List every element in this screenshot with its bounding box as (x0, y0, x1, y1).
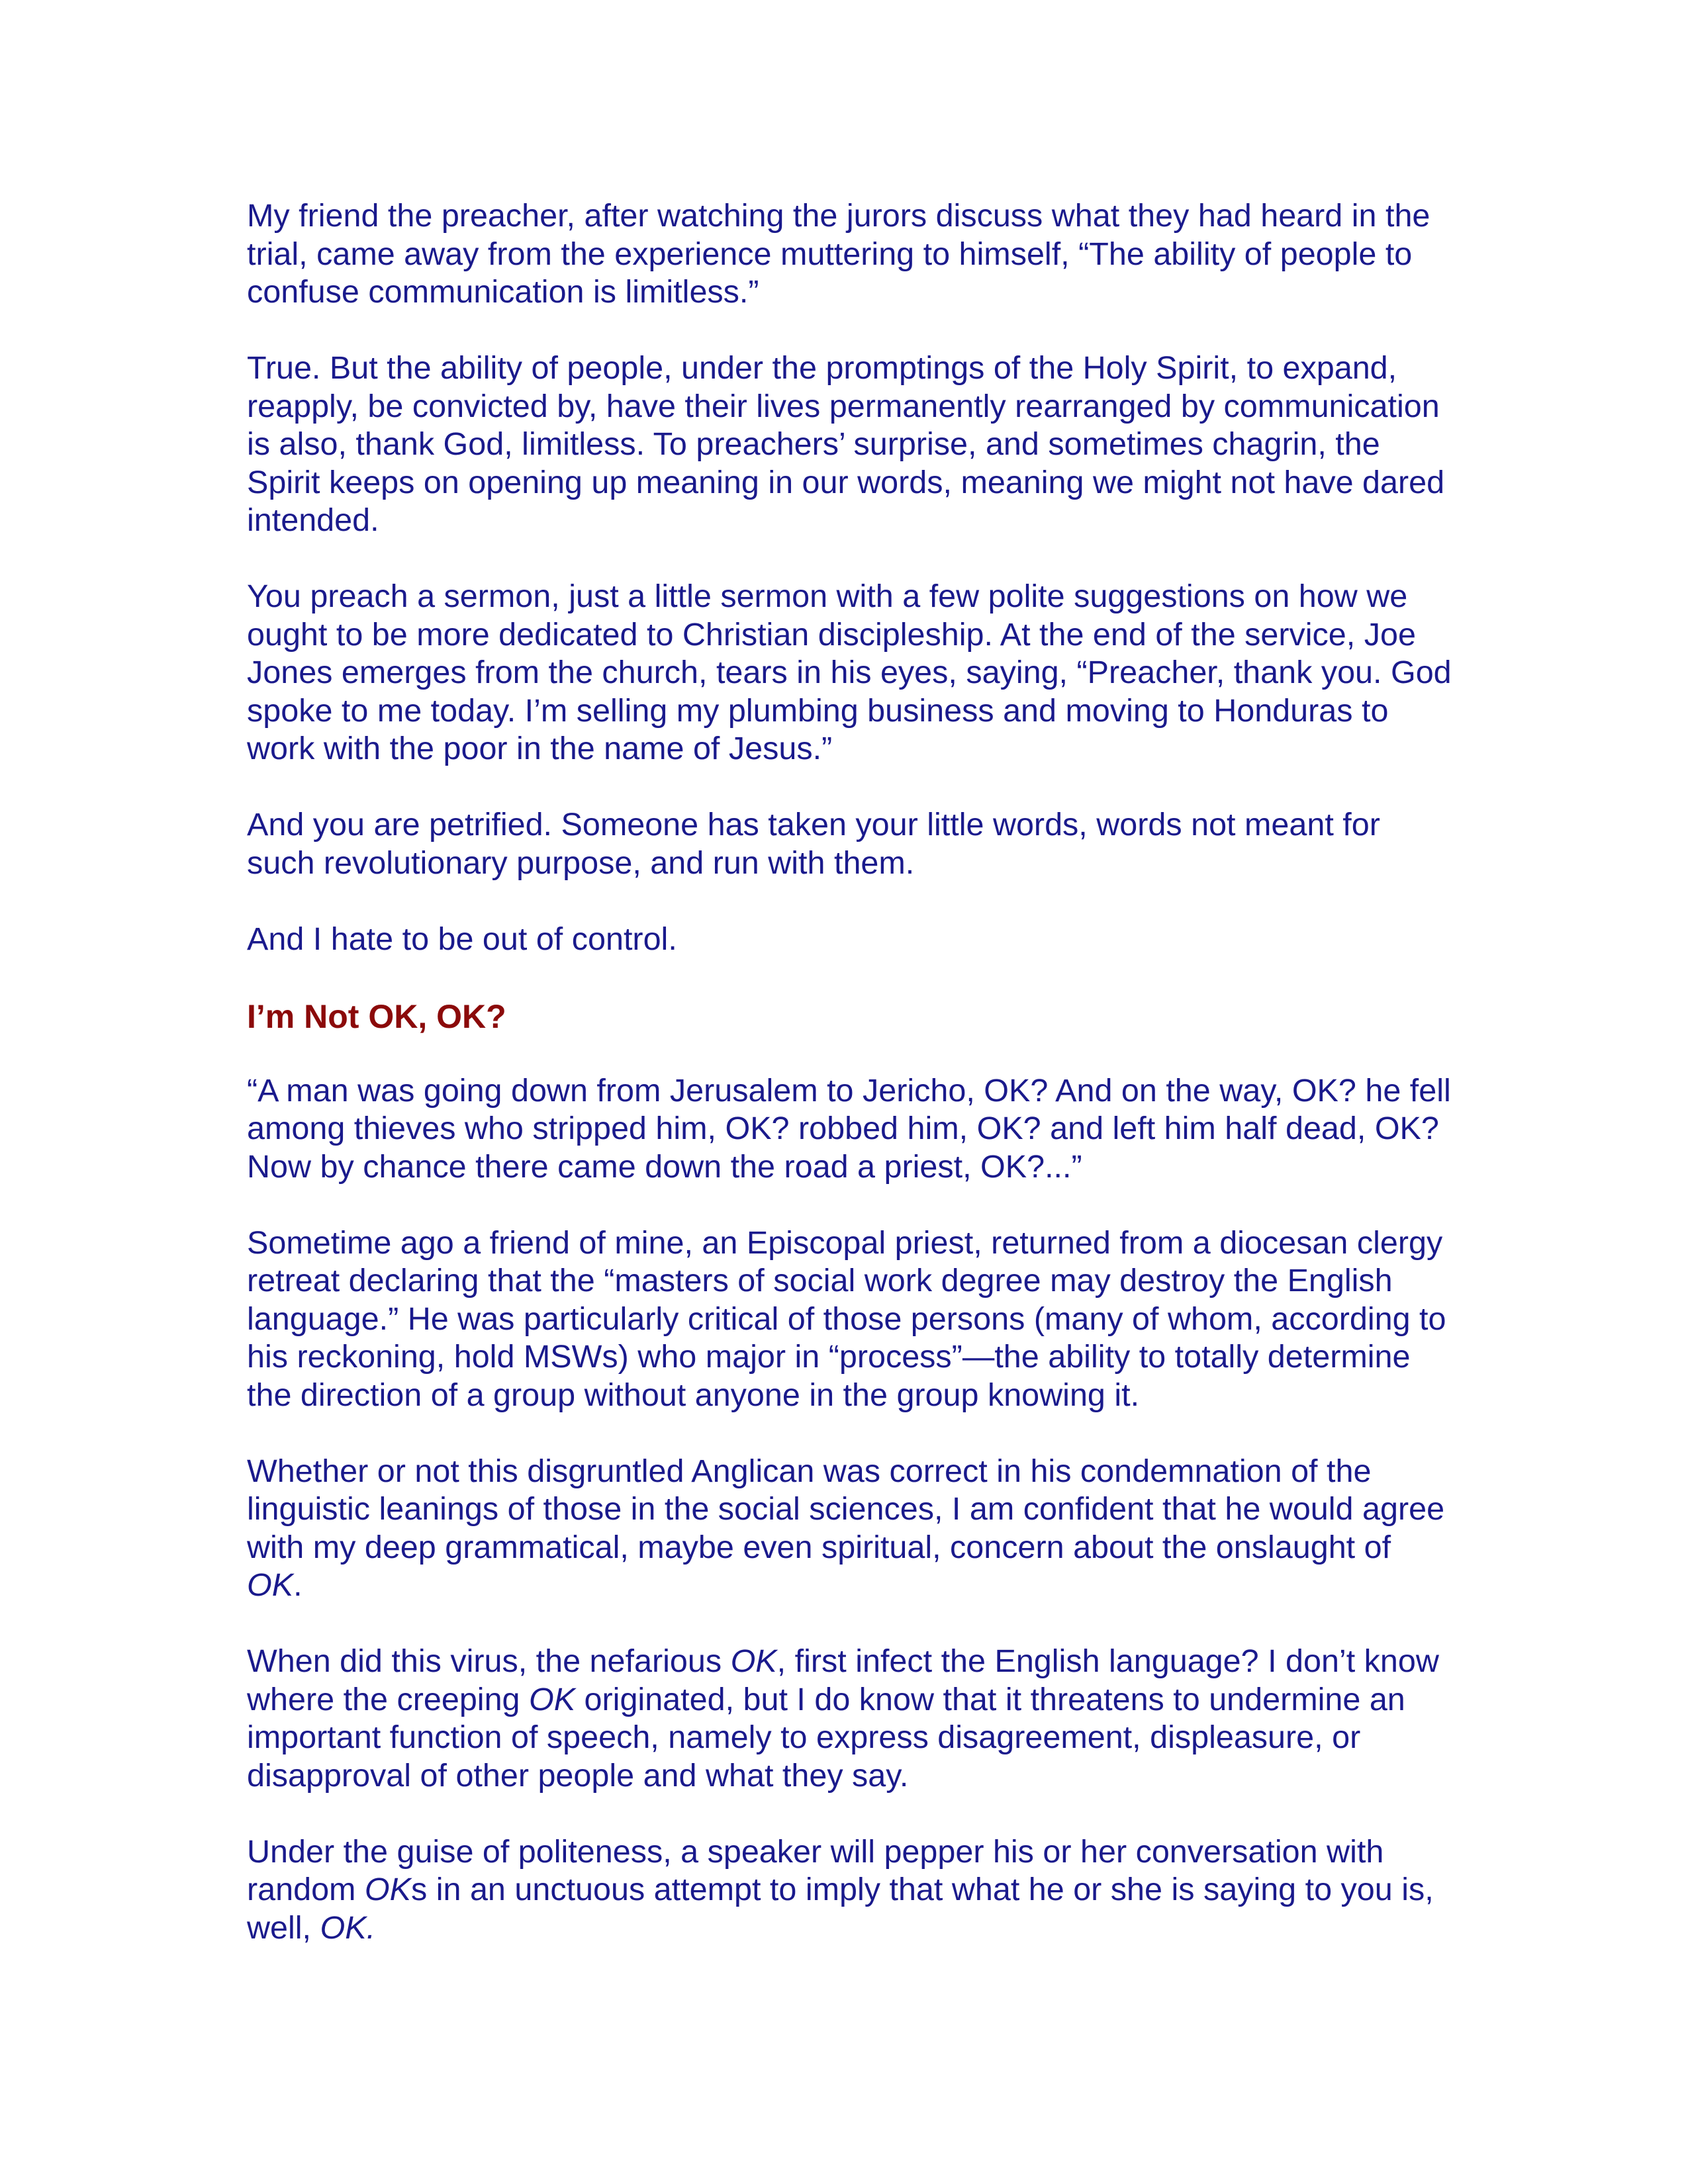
text-segment: Under the guise of politeness, a speaker will pepper his or her conversation with random (247, 1833, 1384, 1907)
paragraph-preacher-jurors: My friend the preacher, after watching the jurors discuss what they had heard in the trial, came away from the experience muttering to himself, “The ability of people to confuse communication is limitless.” (247, 198, 1430, 310)
paragraph-jericho-quote: “A man was going down from Jerusalem to Jericho, OK? And on the way, OK? he fell among thieves who stripped him, OK? robbed him, OK? and left him half dead, OK? Now by chance there came down the road a priest, OK?...” (247, 1072, 1451, 1185)
text-segment: s in an unctuous attempt to imply that what he or she is saying to you is, well, (247, 1872, 1434, 1946)
paragraph-petrified: And you are petrified. Someone has taken your little words, words not meant for such revolutionary purpose, and run with them. (247, 807, 1380, 881)
paragraph-virus (247, 1643, 1452, 1795)
paragraph-holy-spirit: True. But the ability of people, under the promptings of the Holy Spirit, to expand, reapply, be convicted by, have their lives permanently rearranged by communication is also, thank God, limitless. To preachers’ surprise, and sometimes chagrin, the Spirit keeps on opening up meaning in our words, meaning we might not have dared intended. (247, 350, 1445, 538)
paragraph-anglican (247, 1453, 1452, 1605)
paragraph-out-of-control: And I hate to be out of control. (247, 921, 677, 957)
text-segment: . (293, 1567, 303, 1603)
text-segment: originated, but I do know that it threatens to undermine an important function of speech, namely to express disagreement, displeasure, or disapproval of other people and what they say. (247, 1681, 1405, 1794)
emphasis-ok: OK (247, 1567, 294, 1603)
paragraph-politeness (247, 1833, 1452, 1948)
text-segment: , first infect the English language? I don’t know where the creeping (247, 1643, 1439, 1717)
paragraph-sermon: You preach a sermon, just a little sermon with a few polite suggestions on how we ought to be more dedicated to Christian discipleship. At the end of the service, Joe Jones emerges from the church, tears in his eyes, saying, “Preacher, thank you. God spoke to me today. I’m selling my plumbing business and moving to Honduras to work with the poor in the name of Jesus.” (247, 578, 1452, 766)
document-page (247, 197, 1452, 1985)
emphasis-ok: OK. (320, 1909, 376, 1946)
text-segment: Whether or not this disgruntled Anglican was correct in his condemnation of the linguistic leanings of those in the social sciences, I am confident that he would agree with my deep grammatical, maybe even spiritual, concern about the onslaught of (247, 1453, 1445, 1565)
paragraph-episcopal-priest: Sometime ago a friend of mine, an Episcopal priest, returned from a diocesan clergy retreat declaring that the “masters of social work degree may destroy the English language.” He was particularly critical of those persons (many of whom, according to his reckoning, hold MSWs) who major in “process”—the ability to totally determine the direction of a group without anyone in the group knowing it. (247, 1224, 1446, 1413)
text-segment: When did this virus, the nefarious (247, 1643, 731, 1679)
emphasis-ok: OK (364, 1872, 411, 1907)
section-heading: I’m Not OK, OK? (247, 997, 506, 1035)
emphasis-ok: OK (730, 1643, 777, 1679)
emphasis-ok: OK (529, 1681, 576, 1717)
